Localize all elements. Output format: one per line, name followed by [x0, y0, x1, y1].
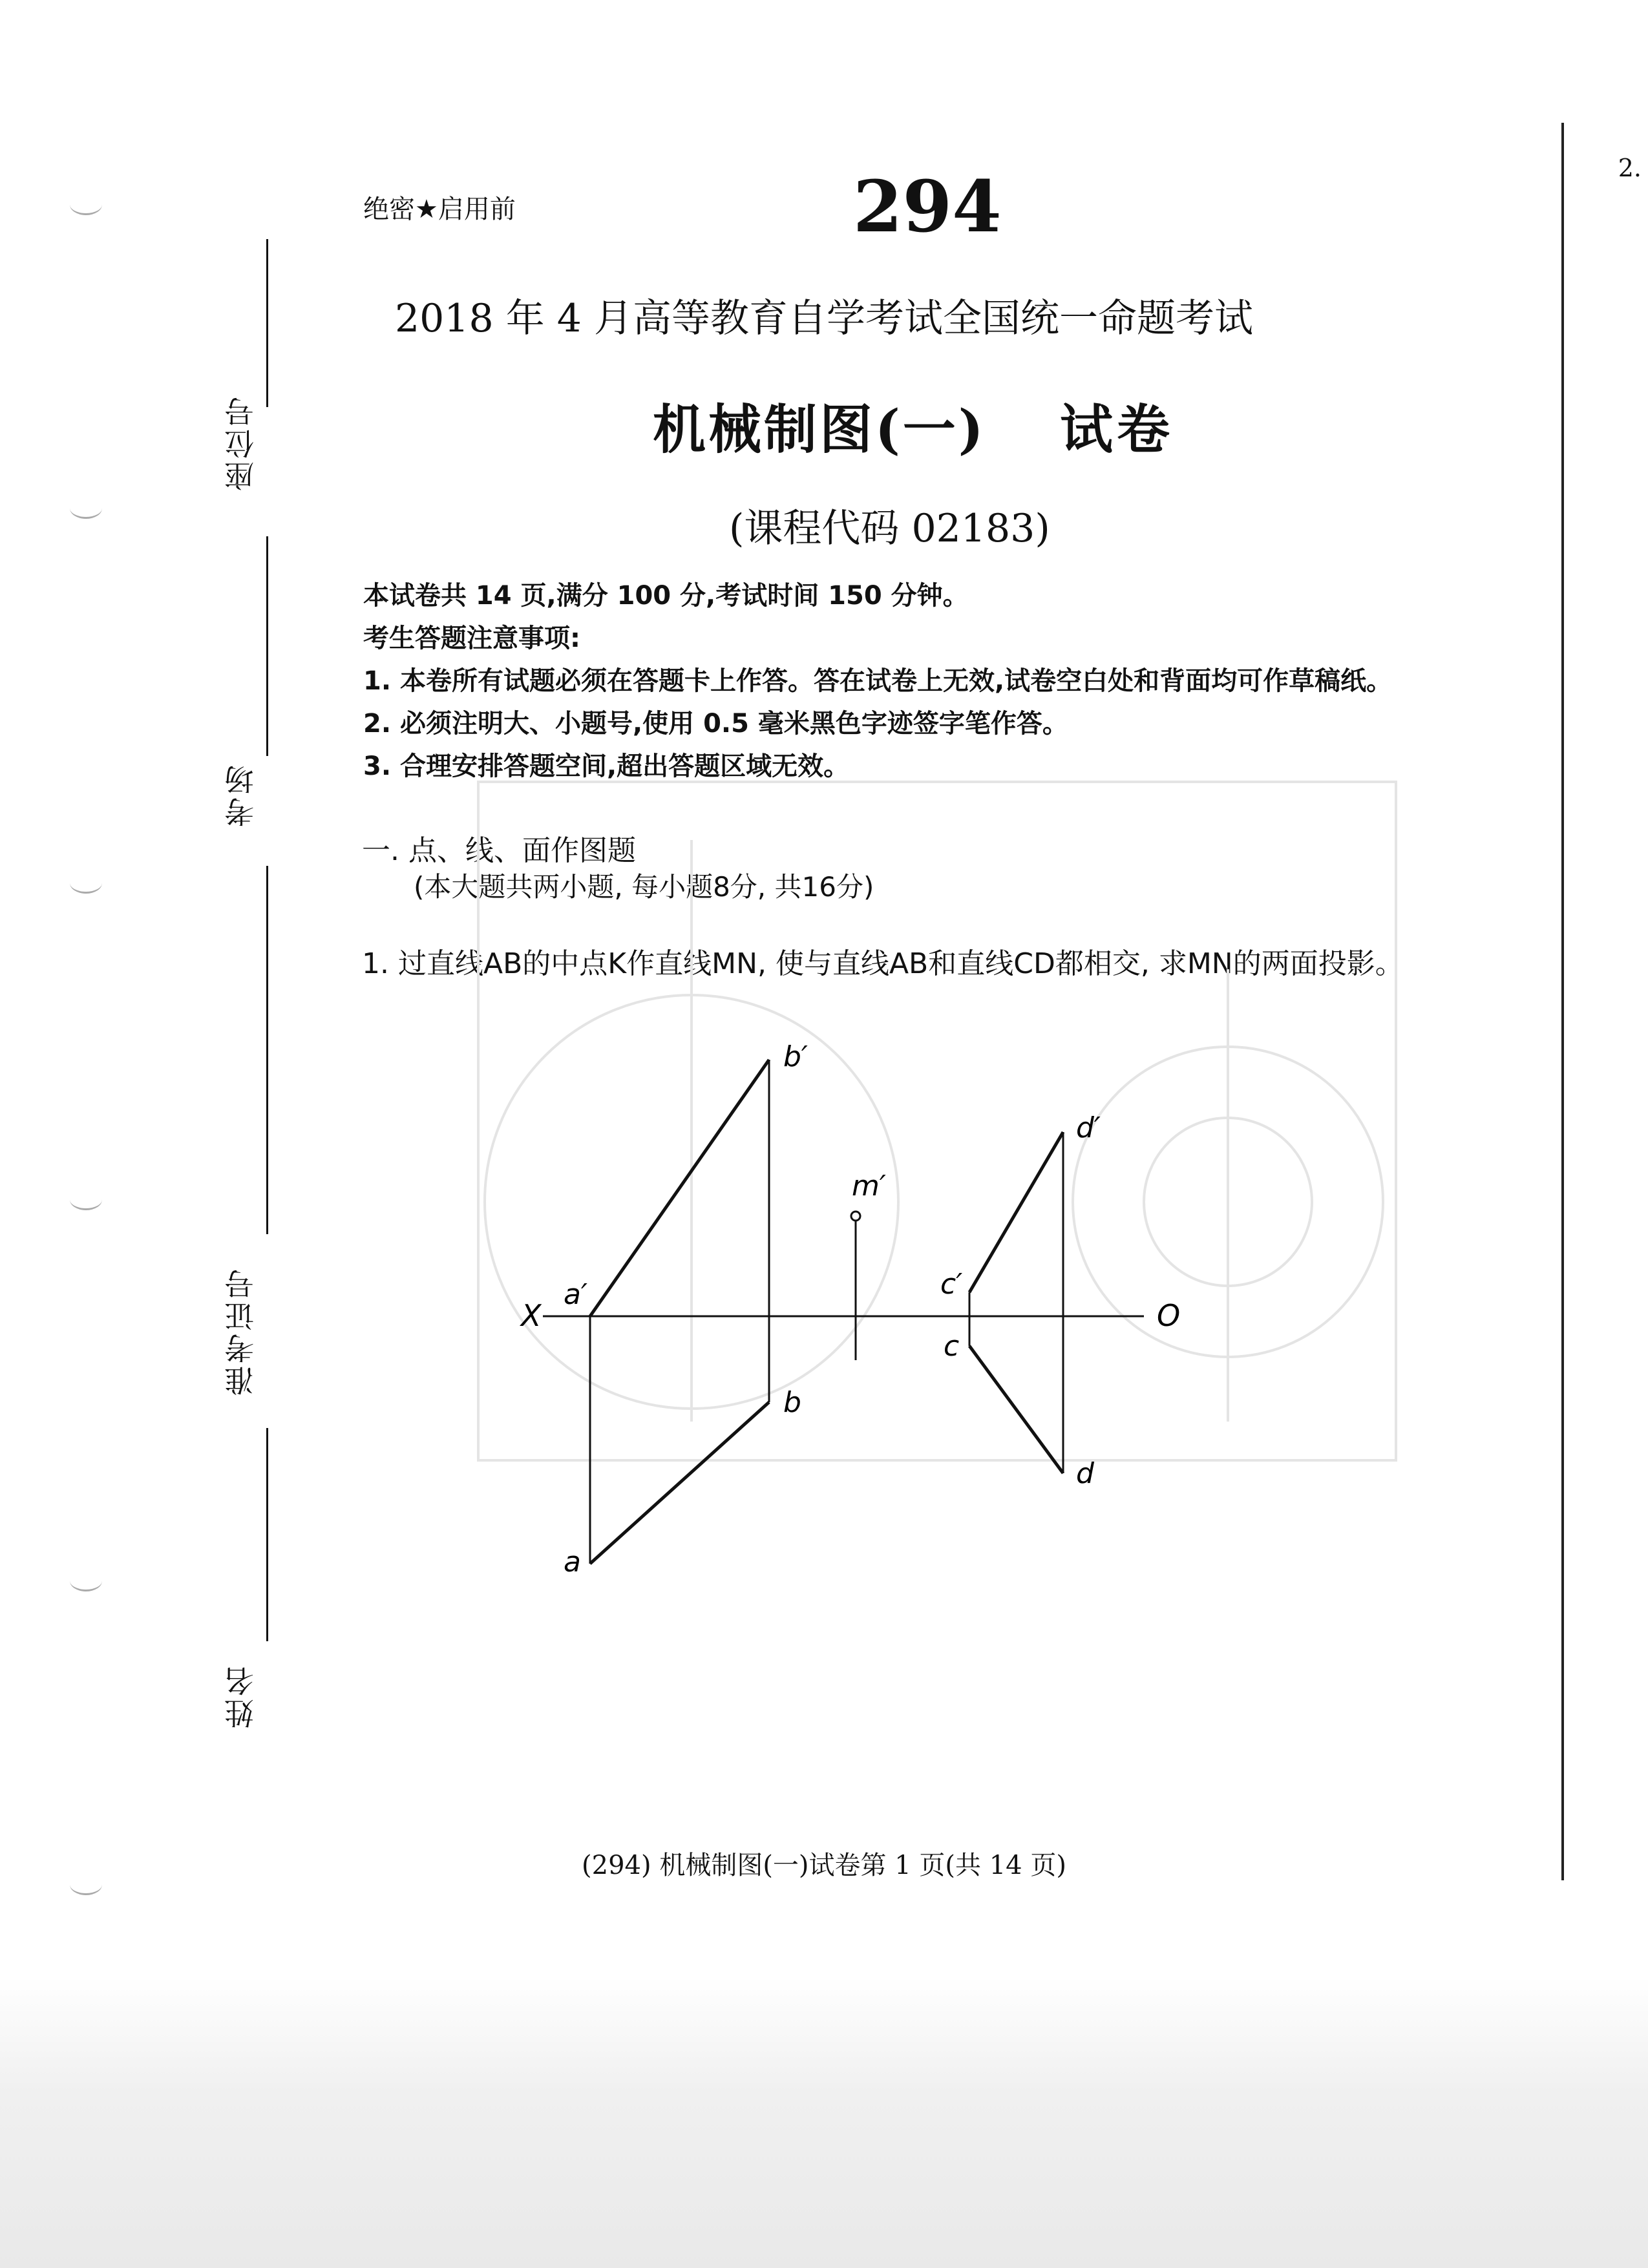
label-b: b — [783, 1386, 801, 1419]
paper-title-suffix: 试卷 — [1060, 399, 1174, 461]
instructions-heading: 考生答题注意事项: — [363, 624, 580, 653]
line-c-prime-d-prime — [969, 1132, 1063, 1292]
line-a-prime-b-prime — [590, 1060, 769, 1316]
label-c-prime: c′ — [940, 1268, 963, 1301]
exam-subtitle: 2018 年 4 月高等教育自学考试全国统一命题考试 — [394, 296, 1254, 341]
course-code: (课程代码 02183) — [729, 506, 1050, 551]
point-m-prime — [851, 1212, 860, 1221]
exam-room-label: 考场 — [224, 762, 259, 827]
instruction-item: 2. 必须注明大、小题号,使用 0.5 毫米黑色字迹签字笔作答。 — [363, 709, 1068, 739]
o-axis-label: O — [1157, 1298, 1181, 1333]
label-c: c — [944, 1330, 960, 1363]
label-a-prime: a′ — [564, 1278, 587, 1311]
next-page-corner-text: 2. — [1618, 154, 1642, 182]
line-a-b — [590, 1402, 769, 1564]
section-subtitle: (本大题共两小题, 每小题8分, 共16分) — [414, 871, 874, 903]
secret-label: 绝密★启用前 — [363, 194, 516, 224]
label-d-prime: d′ — [1076, 1111, 1101, 1144]
seat-number-label: 座位号 — [224, 394, 259, 491]
instruction-item: 3. 合理安排答题空间,超出答题区域无效。 — [363, 751, 850, 781]
label-d: d — [1076, 1457, 1094, 1490]
instructions-summary: 本试卷共 14 页,满分 100 分,考试时间 150 分钟。 — [363, 581, 969, 611]
exam-code: 294 — [853, 165, 1002, 248]
label-m-prime: m′ — [852, 1170, 886, 1202]
line-c-d — [969, 1346, 1063, 1473]
admission-number-label: 准考证号 — [224, 1266, 259, 1396]
label-b-prime: b′ — [783, 1040, 808, 1073]
x-axis-label: X — [521, 1298, 542, 1333]
instruction-item: 1. 本卷所有试题必须在答题卡上作答。答在试卷上无效,试卷空白处和背面均可作草稿纸。 — [363, 666, 1393, 696]
label-a: a — [564, 1546, 581, 1579]
paper-title: 机械制图(一) — [653, 399, 986, 461]
name-label: 姓名 — [224, 1664, 259, 1728]
section-title: 一. 点、线、面作图题 — [362, 834, 636, 867]
question-1: 1. 过直线AB的中点K作直线MN, 使与直线AB和直线CD都相交, 求MN的两面投影。 — [362, 947, 1404, 980]
page-footer: (294) 机械制图(一)试卷第 1 页(共 14 页) — [582, 1851, 1066, 1880]
